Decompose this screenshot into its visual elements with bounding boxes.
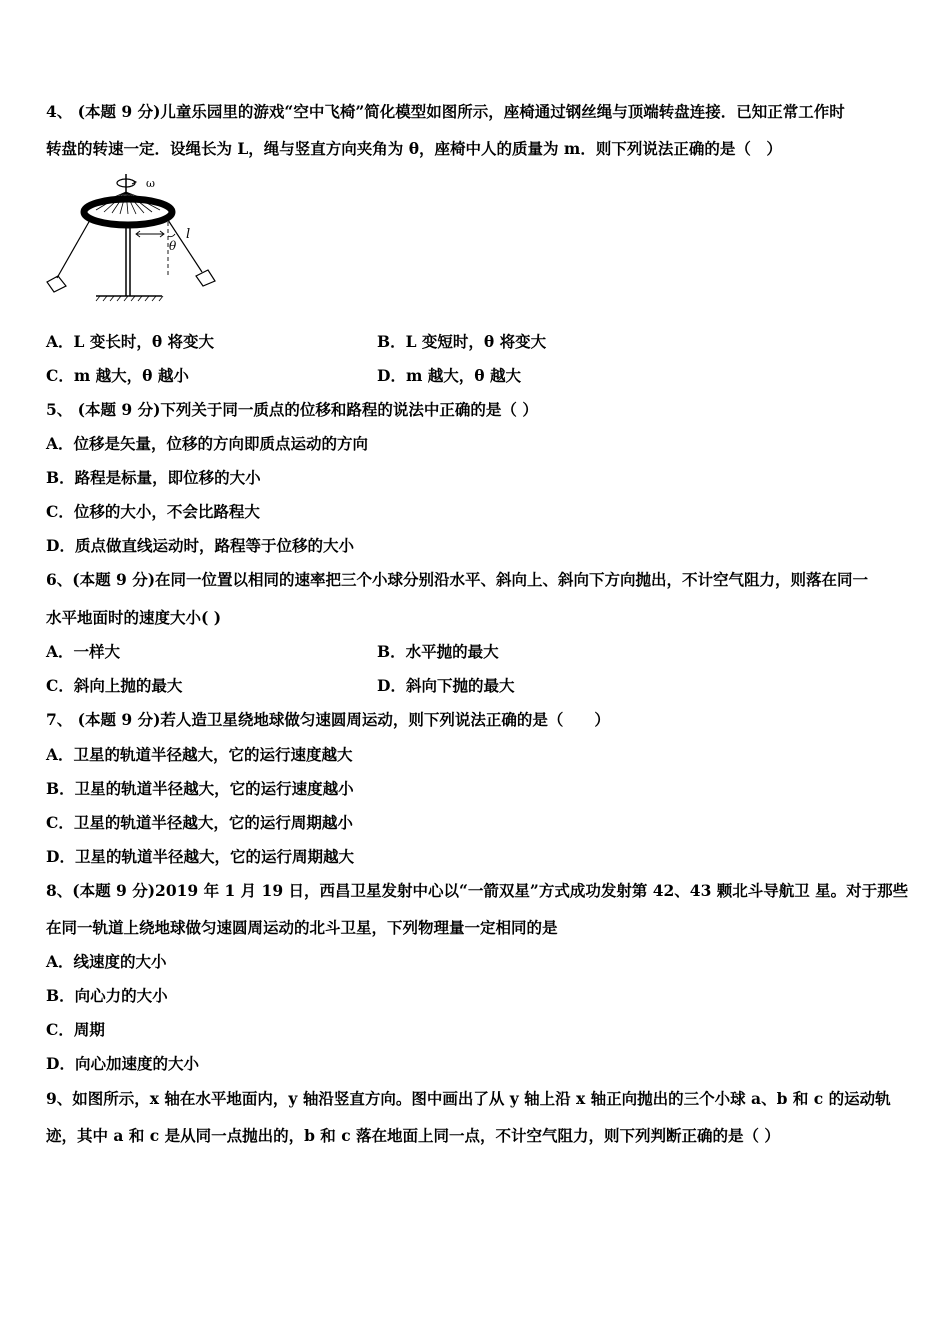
q6-option-b: B．水平抛的最大: [377, 642, 499, 661]
length-label: l: [186, 227, 191, 242]
q6-stem-line1: 6、(本题 9 分)在同一位置以相同的速率把三个小球分别沿水平、斜向上、斜向下方向抛出，不计空气阻力，则落在同一: [46, 570, 869, 589]
q8-option-c: C．周期: [46, 1020, 105, 1039]
q7-option-d: D．卫星的轨道半径越大，它的运行周期越大: [46, 847, 354, 866]
q4-option-c: C．m 越大，θ 越小: [46, 366, 189, 385]
q8-stem-line2: 在同一轨道上绕地球做匀速圆周运动的北斗卫星，下列物理量一定相同的是: [46, 918, 558, 937]
q5-option-d: D．质点做直线运动时，路程等于位移的大小: [46, 536, 354, 555]
q8-stem-line1: 8、(本题 9 分)2019 年 1 月 19 日，西昌卫星发射中心以“一箭双星”方式成功发射第 42、43 颗北斗导航卫 星。对于那些: [46, 881, 909, 900]
q5-option-c: C．位移的大小，不会比路程大: [46, 502, 260, 521]
q5-option-b: B．路程是标量，即位移的大小: [46, 468, 261, 487]
q7-stem: 7、 (本题 9 分)若人造卫星绕地球做匀速圆周运动，则下列说法正确的是（ ）: [46, 710, 610, 729]
omega-label: ω: [146, 177, 155, 190]
q7-option-b: B．卫星的轨道半径越大，它的运行速度越小: [46, 779, 354, 798]
q4-stem-line1: 4、 (本题 9 分)儿童乐园里的游戏“空中飞椅”简化模型如图所示，座椅通过钢丝绳与顶端转盘连接．已知正常工作时: [46, 102, 845, 121]
q6-option-d: D．斜向下抛的最大: [377, 676, 515, 695]
q8-option-a: A．线速度的大小: [46, 952, 167, 971]
q4-option-d: D．m 越大，θ 越大: [377, 366, 521, 385]
q9-stem-line2: 迹，其中 a 和 c 是从同一点抛出的，b 和 c 落在地面上同一点，不计空气阻力，则下列判断正确的是（ ）: [46, 1126, 780, 1145]
flying-chair-diagram: [44, 172, 219, 302]
q5-stem: 5、 (本题 9 分)下列关于同一质点的位移和路程的说法中正确的是（ ）: [46, 400, 538, 419]
q6-stem-line2: 水平地面时的速度大小( ): [46, 608, 222, 627]
q8-option-d: D．向心加速度的大小: [46, 1054, 199, 1073]
q7-option-a: A．卫星的轨道半径越大，它的运行速度越大: [46, 745, 353, 764]
q4-option-b: B．L 变短时，θ 将变大: [377, 332, 547, 351]
theta-label: θ: [169, 239, 177, 253]
q6-option-a: A．一样大: [46, 642, 121, 661]
q4-option-a: A．L 变长时，θ 将变大: [46, 332, 215, 351]
q5-option-a: A．位移是矢量，位移的方向即质点运动的方向: [46, 434, 369, 453]
q4-stem-line2: 转盘的转速一定．设绳长为 L，绳与竖直方向夹角为 θ，座椅中人的质量为 m．则下列说法正确的是（ ）: [46, 139, 782, 158]
q9-stem-line1: 9、如图所示，x 轴在水平地面内，y 轴沿竖直方向。图中画出了从 y 轴上沿 x 轴正向抛出的三个小球 a、b 和 c 的运动轨: [46, 1089, 891, 1108]
q8-option-b: B．向心力的大小: [46, 986, 168, 1005]
q7-option-c: C．卫星的轨道半径越大，它的运行周期越小: [46, 813, 353, 832]
q6-option-c: C．斜向上抛的最大: [46, 676, 183, 695]
